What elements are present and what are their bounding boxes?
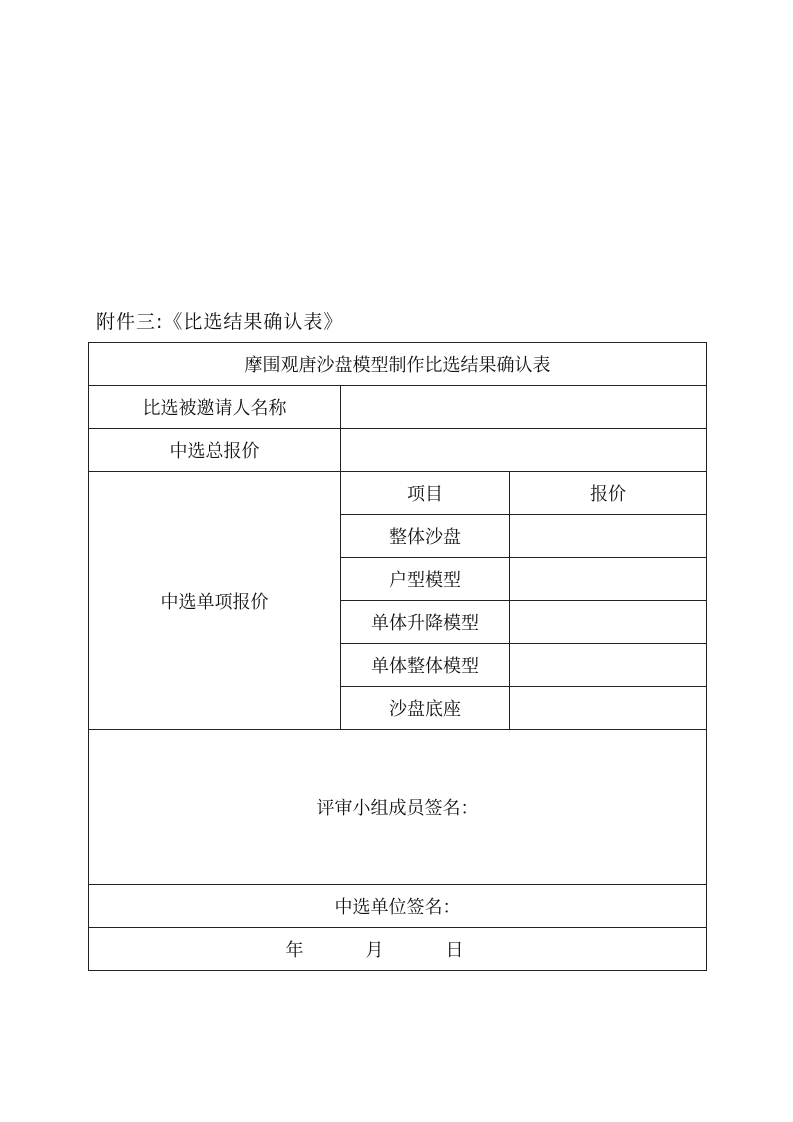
item-price-label: 中选单项报价 [89, 472, 341, 730]
invitee-value-field[interactable] [341, 386, 707, 429]
item-price-field[interactable] [510, 558, 707, 601]
item-price-field[interactable] [510, 687, 707, 730]
invitee-label: 比选被邀请人名称 [89, 386, 341, 429]
unit-sign-field[interactable] [89, 885, 707, 928]
item-price-field[interactable] [510, 644, 707, 687]
unit-sign-label: 中选单位签名： [334, 897, 461, 918]
review-sign-label: 评审小组成员签名： [316, 798, 479, 819]
item-header-row [89, 472, 707, 515]
date-year: 年 [285, 940, 304, 961]
total-price-row [89, 429, 707, 472]
item-name: 沙盘底座 [341, 687, 510, 730]
column-header-item: 项目 [341, 472, 510, 515]
invitee-row [89, 386, 707, 429]
item-name: 户型模型 [341, 558, 510, 601]
item-price-field[interactable] [510, 515, 707, 558]
item-price-field[interactable] [510, 601, 707, 644]
column-header-price: 报价 [510, 472, 707, 515]
table-title-row [89, 343, 707, 386]
unit-sign-row [89, 885, 707, 928]
item-name: 单体整体模型 [341, 644, 510, 687]
table-title: 摩围观唐沙盘模型制作比选结果确认表 [89, 343, 707, 386]
review-sign-field[interactable] [89, 730, 707, 885]
attachment-title: 附件三:《比选结果确认表》 [96, 311, 344, 333]
total-price-value-field[interactable] [341, 429, 707, 472]
date-field[interactable] [89, 928, 707, 971]
date-month: 月 [365, 940, 384, 961]
item-name: 单体升降模型 [341, 601, 510, 644]
review-sign-row [89, 730, 707, 885]
result-confirmation-table [88, 342, 707, 971]
date-row [89, 928, 707, 971]
item-name: 整体沙盘 [341, 515, 510, 558]
date-day: 日 [445, 940, 464, 961]
total-price-label: 中选总报价 [89, 429, 341, 472]
